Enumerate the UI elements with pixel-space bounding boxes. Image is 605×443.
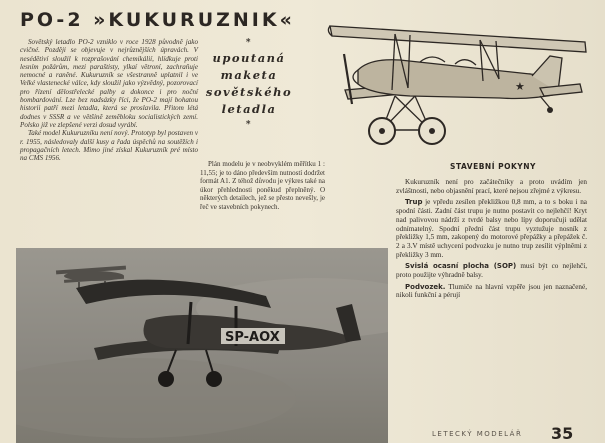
- construction-heading: STAVEBNÍ POKYNY: [450, 162, 536, 171]
- flight-photo-image: [16, 248, 388, 443]
- plan-paragraph: Plán modelu je v neobvyklém měřítku 1 : 11,55; je to dáno především nutností dodržet formát A1. Z téhož důvodu je výkres také na úkor přehlednosti poněkud přeplněný. O některých detailech, jež se přesto nevešly, je řeč ve stavebních pokynech.: [200, 160, 325, 211]
- page-number: 35: [551, 424, 574, 443]
- trup-text: je vpředu zesílen překližkou 0,8 mm, a to s boku i na spodní části. Zadní část trupu je nutno postavit co nejlehčí! Kryt nad palivovou nádrží z tvrdé balsy nebo lípy doporučuji udělat odnímatelný. Spodní přední část trupu vyztužuje nosník z překližky 1,5 mm, zakopený do motorové přepážky a přepážek č. 2 a 3.V místě uchycení podvozku je nutno trup zesílit výplněmi z překližky 3 mm.: [396, 198, 587, 259]
- subtitle-word-2: maketa: [220, 68, 278, 82]
- sop-text: musí být co nejlehčí, proto použijte výhradně balsy.: [396, 262, 588, 280]
- svg-text:★: ★: [515, 80, 525, 93]
- magazine-name: LETECKÝ MODELÁŘ: [432, 430, 523, 438]
- construction-text: [396, 178, 587, 303]
- subtitle-word-1: upoutaná: [212, 51, 286, 65]
- trup-label: Trup: [405, 198, 423, 207]
- registration-mark: SP-AOX: [225, 330, 280, 345]
- subtitle-block: [203, 36, 295, 132]
- plan-description: [200, 160, 325, 212]
- flight-photo: [16, 248, 388, 443]
- construction-paragraph-2: [396, 198, 587, 259]
- intro-text: [20, 38, 198, 162]
- star-ornament-top: *: [245, 38, 253, 48]
- article-title: PO-2 »KUKURUZNIK«: [20, 9, 295, 31]
- construction-paragraph-1: Kukuruzník není pro začátečníky a proto uvádím jen zvláštnosti, nebo objasnění prací, které nejsou zřejmé z výkresu.: [396, 178, 587, 195]
- construction-paragraph-3: [396, 262, 587, 279]
- construction-paragraph-4: [396, 283, 587, 300]
- podvozek-text: Tlumiče na hlavní vzpěře jsou jen naznačené, nikoli funkční a pérují: [396, 282, 587, 300]
- podvozek-label: Podvozek.: [405, 282, 446, 291]
- biplane-drawing: [300, 4, 595, 156]
- subtitle-word-4: letadla: [221, 102, 277, 116]
- intro-paragraph-1: Sovětský letadlo PO-2 vzniklo v roce 1928 původně jako cvičné. Později se objevuje v nejrůznějších úpravách. V nesédětiví sloužil k rozprašování chemikálií, hlídkuje proti lesním požárům, mezi paraštisty, ylkaí větroní, zachraňuje nemocné a raněné. Kukuruzník se všestranně uplatnil i ve Velké vlastenecké válce, kdy sloužil jako výzvědný, pozorovací pro řízení dělostřelecké palby a dokonce i pro noční bombardování. Lze bez nadsázky říci, že PO-2 mají bohatou historii patří mezi letadla, která se proslavila. Přitom létá dodnes v SSSR a ve většině zeměbloku socialistických zemí. Polsko již ve zlepšené verzi dosud vyrábí.: [20, 38, 198, 129]
- sop-label: Svislá ocasní plocha (SOP): [405, 262, 517, 271]
- star-ornament-bottom: *: [245, 120, 253, 130]
- subtitle-word-3: sovětského: [205, 85, 293, 99]
- intro-paragraph-2: Také model Kukuruzníku není nový. Prototyp byl postaven v r. 1955, následovaly další kusy a řada úspěchů na soutěžích i propagačních letech. Mimo jiné získal Kukuruzník pré místo na CMS 1956.: [20, 129, 198, 163]
